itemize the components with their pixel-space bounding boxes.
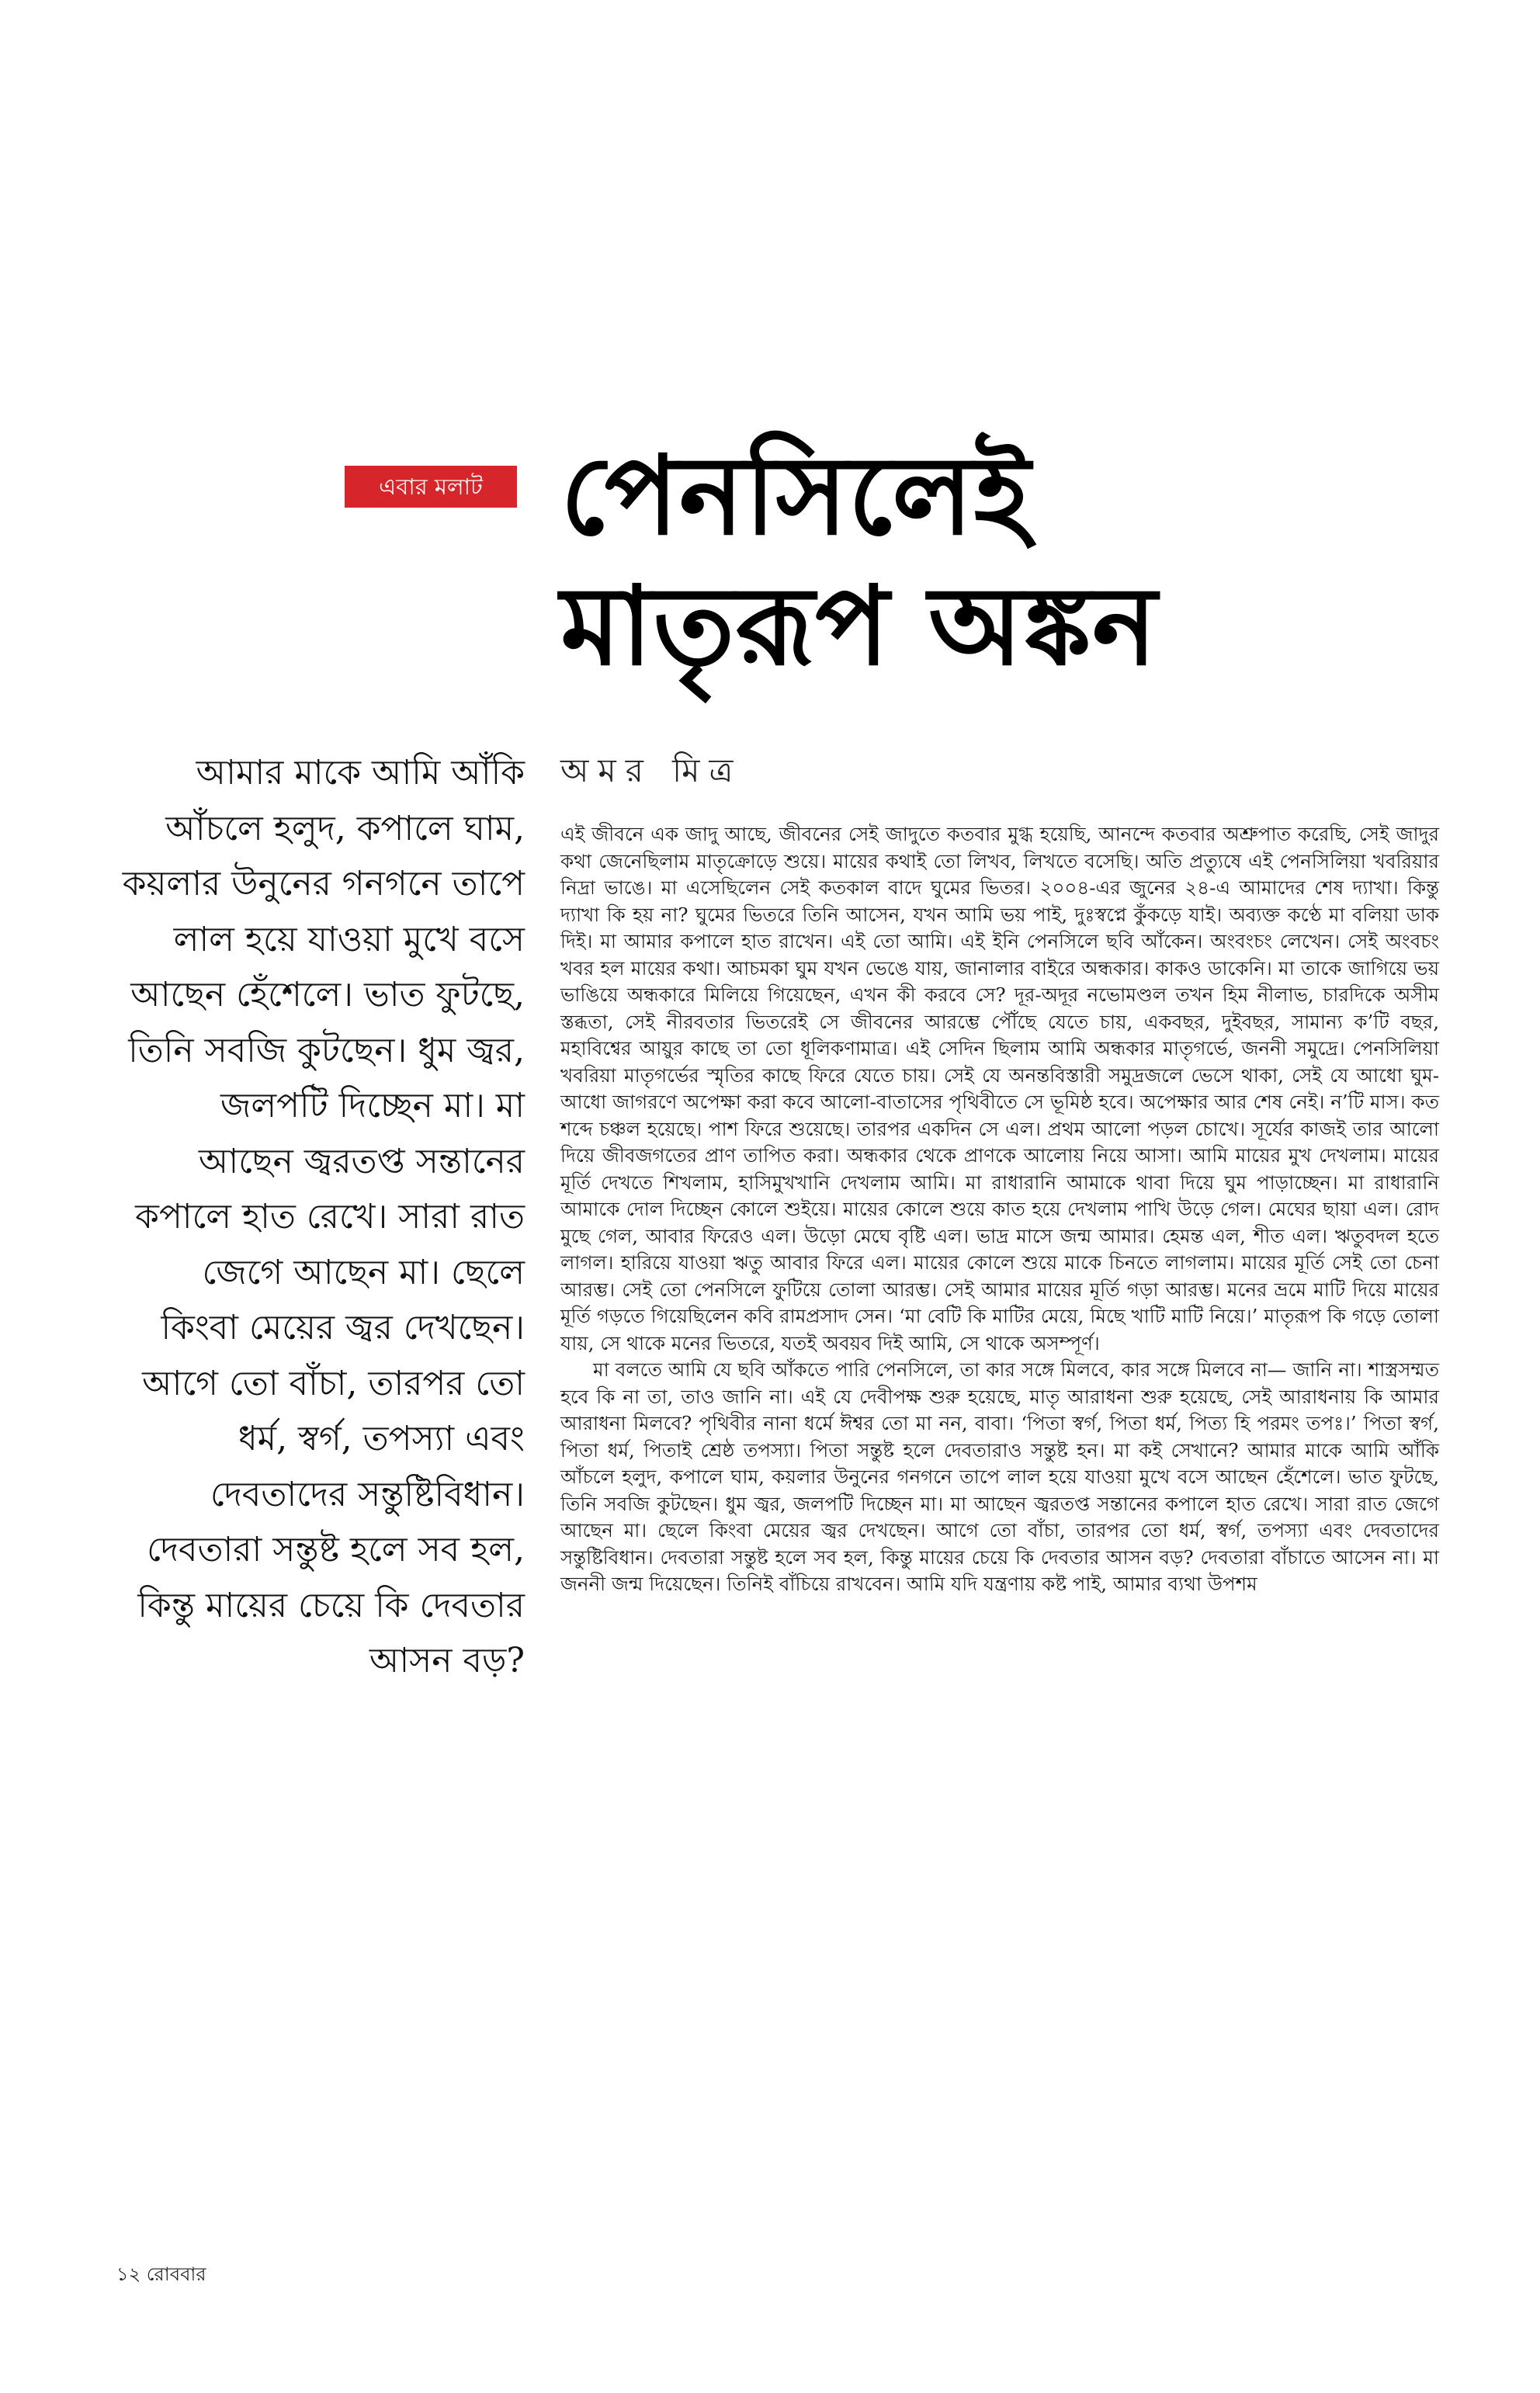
page-folio: ১২ রোববার xyxy=(116,2263,206,2285)
article-body xyxy=(560,821,1439,1598)
section-tag: এবার মলাট xyxy=(345,466,517,508)
headline xyxy=(560,431,1492,692)
body-paragraph-2: মা বলতে আমি যে ছবি আঁকতে পারি পেনসিলে, তা কার সঙ্গে মিলবে, কার সঙ্গে মিলবে না— জানি না। শাস্ত্রসম্মত হবে কি না তা, তাও জানি না। এই যে দেবীপক্ষ শুরু হয়েছে, মাতৃ আরাধনা শুরু হয়েছে, সেই আরাধনায় কি আমার আরাধনা মিলবে? পৃথিবীর নানা ধর্মে ঈশ্বর তো মা নন, বাবা। ‘পিতা স্বর্গ, পিতা ধর্ম, পিত্য হি পরমং তপঃ।’ পিতা স্বর্গ, পিতা ধর্ম, পিতাই শ্রেষ্ঠ তপস্যা। পিতা সন্তুষ্ট হলে দেবতারাও সন্তুষ্ট হন। মা কই সেখানে? আমার মাকে আমি আঁকি আঁচলে হলুদ, কপালে ঘাম, কয়লার উনুনের গনগনে তাপে লাল হয়ে যাওয়া মুখে বসে আছেন হেঁশেলে। ভাত ফুটছে, তিনি সবজি কুটছেন। ধুম জ্বর, জলপটি দিচ্ছেন মা। মা আছেন জ্বরতপ্ত সন্তানের কপালে হাত রেখে। সারা রাত জেগে আছেন মা। ছেলে কিংবা মেয়ের জ্বর দেখছেন। আগে তো বাঁচা, তারপর তো ধর্ম, স্বর্গ, তপস্যা এবং দেবতাদের সন্তুষ্টিবিধান। দেবতারা সন্তুষ্ট হলে সব হল, কিন্তু মায়ের চেয়ে কি দেবতার আসন বড়? দেবতারা বাঁচাতে আসেন না। মা জননী জন্ম দিয়েছেন। তিনিই বাঁচিয়ে রাখবেন। আমি যদি যন্ত্রণায় কষ্ট পাই, আমার ব্যথা উপশম xyxy=(560,1358,1439,1595)
headline-line-2: মাতৃরূপ অঙ্কন xyxy=(560,563,1158,690)
pull-quote: আমার মাকে আমি আঁকি আঁচলে হলুদ, কপালে ঘাম, কয়লার উনুনের গনগনে তাপে লাল হয়ে যাওয়া মুখে বসে আছেন হেঁশেলে। ভাত ফুটছে, তিনি সবজি কুটছেন। ধুম জ্বর, জলপটি দিচ্ছেন মা। মা আছেন জ্বরতপ্ত সন্তানের কপালে হাত রেখে। সারা রাত জেগে আছেন মা। ছেলে কিংবা মেয়ের জ্বর দেখছেন। আগে তো বাঁচা, তারপর তো ধর্ম, স্বর্গ, তপস্যা এবং দেবতাদের সন্তুষ্টিবিধান। দেবতারা সন্তুষ্ট হলে সব হল, কিন্তু মায়ের চেয়ে কি দেবতার আসন বড়? xyxy=(122,753,525,1680)
byline: অমর মিত্র xyxy=(560,751,743,789)
headline-line-1: পেনসিলেই xyxy=(560,432,1032,560)
body-paragraph-1: এই জীবনে এক জাদু আছে, জীবনের সেই জাদুতে কতবার মুগ্ধ হয়েছি, আনন্দে কতবার অশ্রুপাত করেছি, সেই জাদুর কথা জেনেছিলাম মাতৃক্রোড়ে শুয়ে। মায়ের কথাই তো লিখব, লিখতে বসেছি। অতি প্রত্যুষে এই পেনসিলিয়া খবরিয়ার নিদ্রা ভাঙে। মা এসেছিলেন সেই কতকাল বাদে ঘুমের ভিতর। ২০০৪-এর জুনের ২৪-এ আমাদের শেষ দ্যাখা। কিন্তু দ্যাখা কি হয় না? ঘুমের ভিতরে তিনি আসেন, যখন আমি ভয় পাই, দুঃস্বপ্নে কুঁকড়ে যাই। অব্যক্ত কণ্ঠে মা বলিয়া ডাক দিই। মা আমার কপালে হাত রাখেন। এই তো আমি। এই ইনি পেনসিলে ছবি আঁকেন। অংবংচং লেখেন। সেই অংবচং খবর হল মায়ের কথা। আচমকা ঘুম যখন ভেঙে যায়, জানালার বাইরে অন্ধকার। কাকও ডাকেনি। মা তাকে জাগিয়ে ভয় ভাঙিয়ে অন্ধকারে মিলিয়ে গিয়েছেন, এখন কী করবে সে? দূর-অদূর নভোমণ্ডল তখন হিম নীলাভ, চারদিকে অসীম স্তব্ধতা, সেই নীরবতার ভিতরেই সে জীবনের আরম্ভে পৌঁছে যেতে চায়, একবছর, দুইবছর, সামান্য ক’টি বছর, মহাবিশ্বের আয়ুর কাছে তা তো ধূলিকণামাত্র। এই সেদিন ছিলাম আমি অন্ধকার মাতৃগর্ভে, জননী সমুদ্রে। পেনসিলিয়া খবরিয়া মাতৃগর্ভের স্মৃতির কাছে ফিরে যেতে চায়। সেই যে অনন্তবিস্তারী সমুদ্রজলে ভেসে থাকা, সেই যে আধো ঘুম-আধো জাগরণে অপেক্ষা করা কবে আলো-বাতাসের পৃথিবীতে সে ভূমিষ্ঠ হবে। অপেক্ষার আর শেষ নেই। ন’টি মাস। কত শব্দে চঞ্চল হয়েছে। পাশ ফিরে শুয়েছে। তারপর একদিন সে এল। প্রথম আলো পড়ল চোখে। সূর্যের কাজই তার আলো দিয়ে জীবজগতের প্রাণ তাপিত করা। অন্ধকার থেকে প্রাণকে আলোয় নিয়ে আসা। আমি মায়ের মুখ দেখলাম। মায়ের মূর্তি দেখতে শিখলাম, হাসিমুখখানি দেখলাম আমি। মা রাধারানি আমাকে থাবা দিয়ে ঘুম পাড়াচ্ছেন। মা রাধারানি আমাকে দোল দিচ্ছেন কোলে শুইয়ে। মায়ের কোলে শুয়ে কাত হয়ে দেখলাম পাখি উড়ে গেল। মেঘের ছায়া এল। রোদ মুছে গেল, আবার ফিরেও এল। উড়ো মেঘে বৃষ্টি এল। ভাদ্র মাসে জন্ম আমার। হেমন্ত এল, শীত এল। ঋতুবদল হতে লাগল। হারিয়ে যাওয়া ঋতু আবার ফিরে এল। মায়ের কোলে শুয়ে মাকে চিনতে লাগলাম। মায়ের মূর্তি সেই তো চেনা আরম্ভ। সেই তো পেনসিলে ফুটিয়ে তোলা আরম্ভ। সেই আমার মায়ের মূর্তি গড়া আরম্ভ। মনের ভ্রমে মাটি দিয়ে মায়ের মূর্তি গড়তে গিয়েছিলেন কবি রামপ্রসাদ সেন। ‘মা বেটি কি মাটির মেয়ে, মিছে খাটি মাটি নিয়ে।’ মাতৃরূপ কি গড়ে তোলা যায়, সে থাকে মনের ভিতরে, যতই অবয়ব দিই আমি, সে থাকে অসম্পূর্ণ। xyxy=(560,823,1440,1354)
